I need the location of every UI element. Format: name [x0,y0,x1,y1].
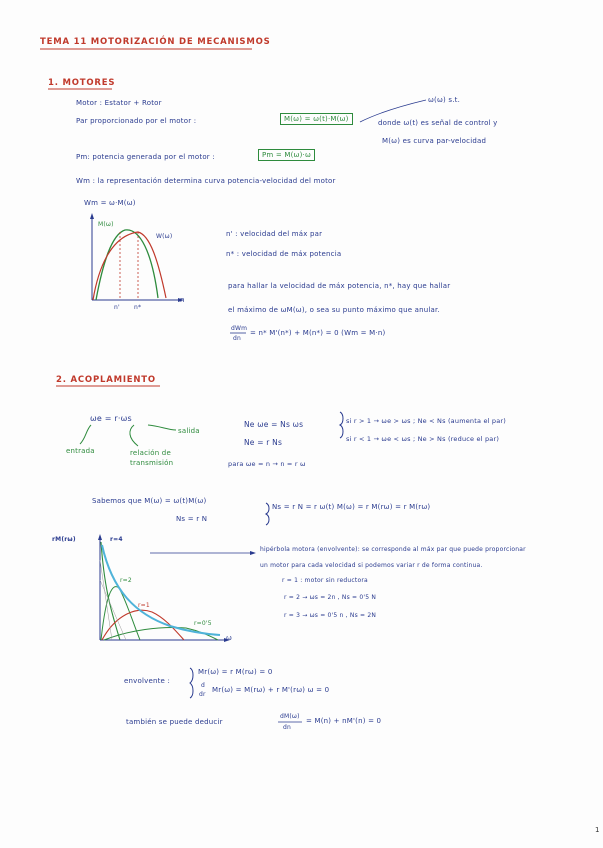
envelope-eq-2-num: d [201,682,206,689]
brace-1 [340,412,343,438]
substitution-3: Ns = r N = r ω(t) M(ω) = r M(rω) = r M(rω) [272,503,431,511]
eq1-body: = n* M'(n*) + M(n*) = 0 (Wm = M·n) [250,329,386,337]
graph2-label-r1: r=1 [138,602,150,609]
brace-3 [190,668,193,698]
graph1-label-m: M(ω) [98,221,114,228]
label-entrada: entrada [66,447,95,455]
torque-line: Par proporcionado por el motor : [76,117,197,125]
graph1-y-arrow [90,213,94,219]
deduce-eq: = M(n) + nM'(n) = 0 [306,717,382,725]
graph2-xlabel: ω [226,634,233,642]
deduce-den: dn [283,724,292,731]
graph1-tick-n1: n' [114,304,120,311]
envelope-eq-1: Mr(ω) = r M(rω) = 0 [198,668,273,676]
note-curve: M(ω) es curva par-velocidad [382,137,487,145]
envelope-eq-2-den: dr [199,691,206,698]
motor-line: Motor : Estator + Rotor [76,99,162,107]
eq1-num: dWm [231,325,248,332]
salida-hook [148,425,176,430]
graph2-guide-2 [100,580,126,640]
envelope-eq-2: Mr(ω) = M(rω) + r M'(rω) ω = 0 [212,686,330,694]
graph2-y-arrow [98,534,102,540]
def-max-power: n* : velocidad de máx potencia [226,250,342,258]
transmission-eq: ωe = r·ωs [90,414,132,423]
r2-note: r = 2 → ωs = 2n , Ns = 0'5 N [284,594,377,601]
power-curve-line: Wm : la representación determina curva potencia-velocidad del motor [76,177,336,185]
speed-relation: para ωe = n → n = r ω [228,460,306,468]
eq1-den: dn [233,335,242,342]
note-omega: ω(ω) s.t. [428,96,461,104]
case-r-gt-1: si r > 1 → ωe > ωs ; Ne < Ns (aumenta el par) [346,417,507,425]
relacion-hook [130,425,138,446]
curve-r1 [102,610,184,640]
section2-heading: 2. ACOPLAMIENTO [56,375,156,385]
wm-formula: Wm = ω·M(ω) [84,199,136,207]
envelope-label: envolvente : [124,677,171,685]
torque-ratio-eq: Ne = r Ns [244,438,283,447]
para-line-2: el máximo de ωM(ω), o sea su punto máximo que anular. [228,306,440,314]
hiperbola-arrowhead [250,551,256,555]
graph1-label-n: n [180,296,185,304]
graph2-label-r05: r=0'5 [194,620,212,627]
graph1-tick-n2: n* [134,304,142,311]
entrada-hook [80,425,91,444]
torque-curve [96,230,158,300]
substitution-1: Sabemos que M(ω) = ω(t)M(ω) [92,497,207,505]
power-balance-eq: Ne ωe = Ns ωs [244,420,304,429]
torque-formula-box: M(ω) = ω(t)·M(ω) [280,113,353,125]
def-max-torque: n' : velocidad del máx par [226,230,323,238]
note-control: donde ω(t) es señal de control y [378,119,498,127]
r3-note: r = 3 → ωs = 0'5 n , Ns = 2N [284,612,377,619]
deduce-line: también se puede deducir [126,718,223,726]
power-line: Pm: potencia generada por el motor : [76,153,215,161]
graph2-ylabel: rM(rω) [52,536,76,543]
graph2-label-r4: r=4 [110,536,123,543]
deduce-num: dM(ω) [280,713,300,720]
case-r-lt-1: si r < 1 → ωe < ωs ; Ne > Ns (reduce el par) [346,435,500,443]
r1-note: r = 1 : motor sin reductora [282,577,368,584]
graph1-label-w: W(ω) [156,233,173,240]
brace-2 [266,503,269,525]
para-line-1: para hallar la velocidad de máx potencia, n*, hay que hallar [228,282,451,290]
power-formula-box: Pm = M(ω)·ω [258,149,315,161]
page-number: 1 [595,826,600,834]
label-relacion: relación de transmisión [130,449,174,467]
hiperbola-line-2: un motor para cada velocidad si podemos variar r de forma continua. [260,562,483,569]
graph2-label-r2: r=2 [120,577,132,584]
hiperbola-line-1: hipérbola motora (envolvente): se corresponde al máx par que puede proporcionar [260,546,526,553]
label-salida: salida [178,427,200,435]
substitution-2: Ns = r N [176,515,208,523]
page-title: TEMA 11 MOTORIZACIÓN DE MECANISMOS [40,37,271,47]
section1-heading: 1. MOTORES [48,78,116,88]
